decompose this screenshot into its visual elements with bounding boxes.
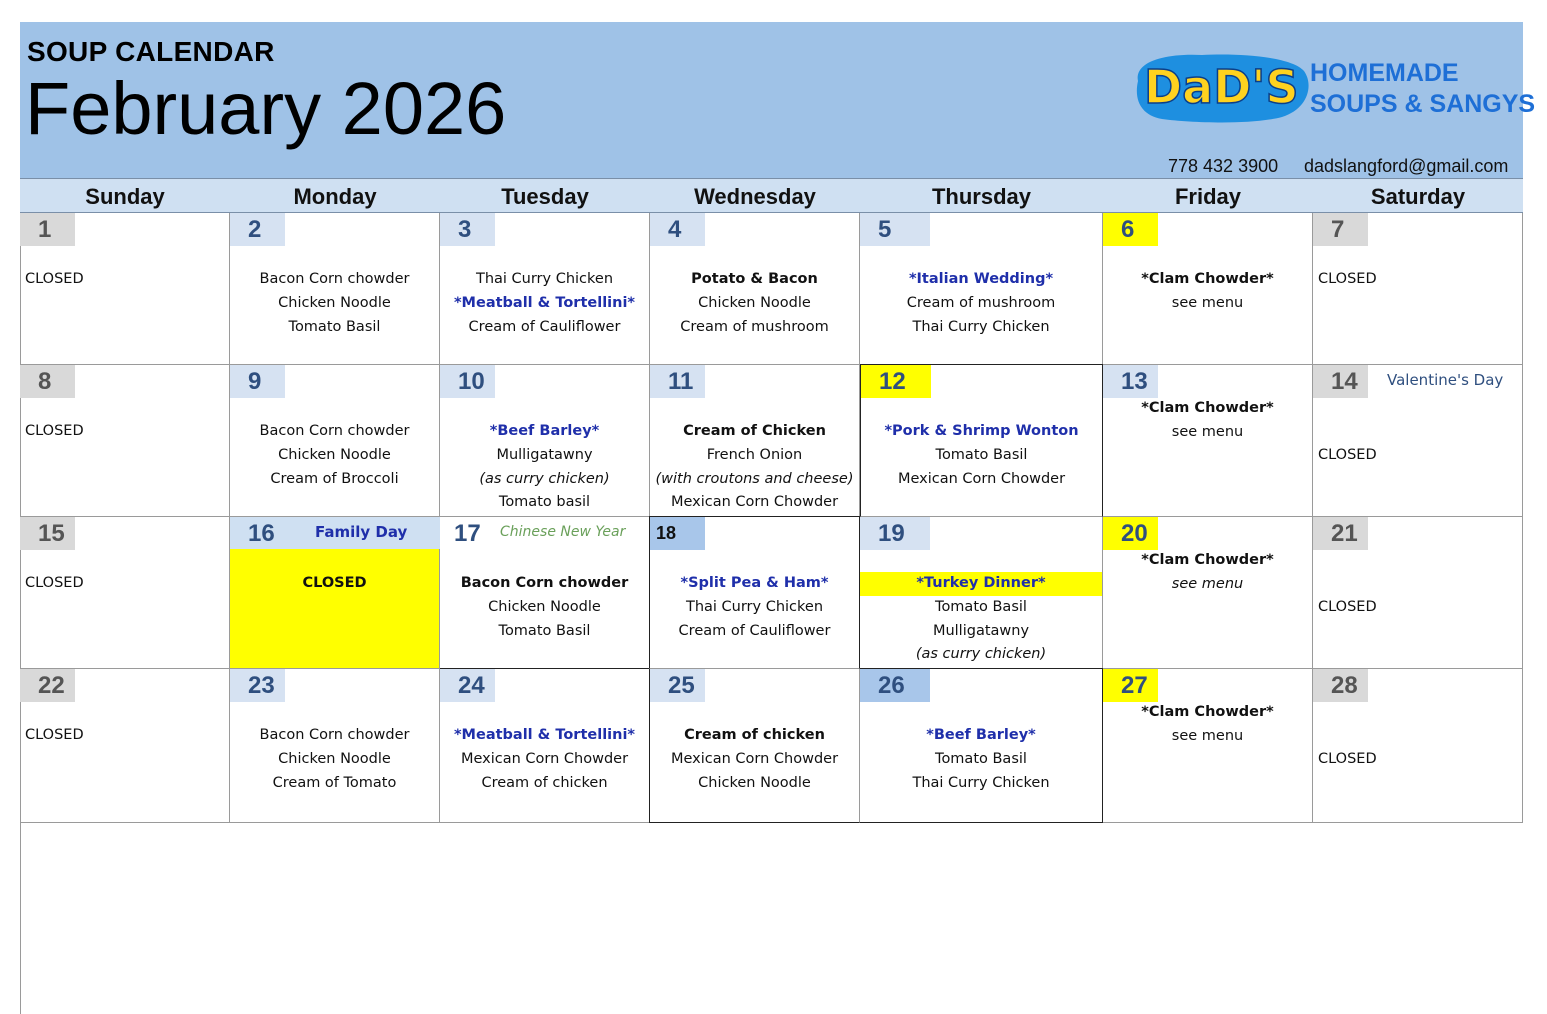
day-cell-26[interactable] [860,668,1103,823]
day-cell-6[interactable] [1103,213,1313,365]
day-cell-5[interactable] [860,213,1103,365]
email-address[interactable]: dadslangford@gmail.com [1304,156,1509,176]
soup-list [230,420,439,491]
special-soup: *Meatball & Tortellini* [453,294,636,311]
soup-item: Thai Curry Chicken [685,598,824,615]
soup-note: see menu [1171,423,1244,440]
soup-list [860,572,1102,667]
soup-list [861,420,1102,491]
soup-item: Mulligatawny [496,446,593,463]
day-cell-24[interactable] [440,668,650,823]
day-cell-17[interactable] [440,517,650,669]
closed-label: CLOSED [25,575,84,591]
soup-list [1103,701,1312,749]
special-soup: *Beef Barley* [489,423,600,439]
soup-note: see menu [1171,294,1244,311]
soup-item: Cream of chicken [481,774,608,791]
soup-item: Tomato basil [498,494,591,511]
soup-item: Chicken Noodle [278,750,391,767]
featured-soup: *Clam Chowder* [1141,704,1274,720]
weekday-saturday: Saturday [1370,184,1466,209]
day-number: 6 [1103,213,1158,246]
day-number: 9 [230,365,285,398]
weekday-header-row [20,178,1523,213]
day-number: 7 [1313,213,1368,246]
day-cell-21[interactable] [1313,517,1523,669]
closed-label: CLOSED [25,727,84,743]
closed-label: CLOSED [1318,271,1377,287]
soup-item: Thai Curry Chicken [475,271,614,287]
soup-list [1103,549,1312,597]
soup-item: Cream of Broccoli [270,470,399,487]
soup-list [230,268,439,339]
day-cell-10[interactable] [440,365,650,517]
soup-note: (as curry chicken) [479,470,610,487]
day-cell-20[interactable] [1103,517,1313,669]
soup-list [1103,268,1312,316]
featured-soup: *Clam Chowder* [1141,400,1274,416]
day-number: 26 [860,669,930,702]
soup-item: Tomato Basil [935,750,1027,767]
soup-item: French Onion [706,446,803,463]
soup-item: Cream of mushroom [680,318,829,335]
weekday-monday: Monday [293,184,377,209]
soup-item: Chicken Noodle [278,294,391,311]
soup-item: Bacon Corn chowder [259,727,410,743]
day-cell-11[interactable] [650,365,860,517]
soup-item: Chicken Noodle [698,294,811,311]
featured-soup: *Clam Chowder* [1141,271,1274,287]
day-cell-1[interactable] [20,213,230,365]
soup-item: Mexican Corn Chowder [670,750,839,767]
day-number: 11 [650,365,705,398]
dads-logo [1132,51,1536,125]
day-cell-19[interactable] [860,517,1103,669]
day-number: 25 [650,669,705,702]
soup-item: Mexican Corn Chowder [460,750,629,767]
day-cell-7[interactable] [1313,213,1523,365]
day-number: 1 [20,213,75,246]
day-cell-9[interactable] [230,365,440,517]
special-soup: *Italian Wedding* [908,271,1054,287]
soup-note: see menu [1171,575,1244,592]
logo-word: DaD'S [1144,60,1299,114]
closed-label: CLOSED [1318,599,1377,615]
day-number: 17 [454,520,481,547]
holiday-label: Family Day [315,523,408,541]
soup-item: Cream of Tomato [272,774,397,791]
soup-item: Chicken Noodle [278,446,391,463]
soup-item: Mexican Corn Chowder [897,470,1066,487]
soup-item: Bacon Corn chowder [259,271,410,287]
soup-item: Cream of Cauliflower [468,318,621,335]
calendar-label: SOUP CALENDAR [27,36,275,67]
calendar-grid [20,213,1523,823]
day-cell-16[interactable] [230,517,440,669]
special-soup: *Meatball & Tortellini* [453,727,636,743]
soup-item: Mulligatawny [932,622,1030,639]
calendar-banner [20,22,1536,178]
day-number: 4 [650,213,705,246]
logo-line2: SOUPS & SANGYS [1310,90,1536,118]
featured-soup: Cream of Chicken [683,423,826,439]
featured-soup: Potato & Bacon [691,271,818,287]
featured-soup: Bacon Corn chowder [460,575,629,591]
day-cell-27[interactable] [1103,669,1313,823]
closed-label: CLOSED [25,423,84,439]
weekday-friday: Friday [1174,184,1242,209]
weekday-tuesday: Tuesday [501,184,589,209]
day-cell-8[interactable] [20,365,230,517]
special-soup: *Split Pea & Ham* [680,575,829,591]
soup-note: (with croutons and cheese) [655,470,854,487]
holiday-label: Chinese New Year [500,524,626,540]
special-soup: *Beef Barley* [926,727,1036,743]
day-number: 3 [440,213,495,246]
day-number: 10 [440,365,495,398]
soup-item: Thai Curry Chicken [912,774,1050,791]
day-number: 2 [230,213,285,246]
day-cell-3[interactable] [440,213,650,365]
soup-note: see menu [1171,727,1244,744]
featured-soup: *Clam Chowder* [1141,552,1274,568]
day-number: 22 [20,669,75,702]
soup-item: Bacon Corn chowder [259,423,410,439]
day-cell-2[interactable] [230,213,440,365]
day-number: 15 [20,517,75,550]
holiday-label: Valentine's Day [1387,371,1504,389]
closed-label: CLOSED [1318,447,1377,463]
soup-list [650,268,859,339]
soup-item: Mexican Corn Chowder [670,494,839,511]
weekday-thursday: Thursday [931,184,1032,209]
soup-list [440,420,649,515]
day-number: 21 [1313,517,1368,550]
day-number: 13 [1103,365,1158,398]
day-number: 18 [650,517,705,550]
day-number: 20 [1103,517,1158,550]
day-number: 28 [1313,669,1368,702]
day-number: 8 [20,365,75,398]
soup-list [440,724,649,795]
logo-line1: HOMEMADE [1310,59,1459,87]
day-cell-15[interactable] [20,517,230,669]
soup-list [860,724,1102,795]
closed-label: CLOSED [1318,751,1377,767]
closed-label: CLOSED [302,575,367,591]
weekday-sunday: Sunday [85,184,165,209]
soup-list [230,724,439,795]
soup-item: Chicken Noodle [488,598,601,615]
day-number: 27 [1103,669,1158,702]
soup-list [440,268,649,339]
soup-list [860,268,1102,339]
day-cell-22[interactable] [20,669,230,823]
soup-item: Thai Curry Chicken [912,318,1050,335]
day-number: 12 [861,365,931,398]
weekday-wednesday: Wednesday [694,184,816,209]
month-title: February 2026 [25,67,507,150]
soup-item: Tomato Basil [288,318,381,335]
soup-item: Tomato Basil [935,446,1028,463]
day-number: 16 [230,517,440,549]
day-cell-13[interactable] [1103,365,1313,517]
day-cell-4[interactable] [650,213,860,365]
special-soup: *Turkey Dinner* [860,572,1102,596]
soup-item: Cream of mushroom [906,294,1056,311]
special-soup: *Pork & Shrimp Wonton [884,423,1079,439]
soup-note: (as curry chicken) [915,646,1047,663]
soup-calendar [20,22,1536,823]
phone-number: 778 432 3900 [1168,156,1279,176]
soup-list [650,724,859,795]
day-number: 23 [230,669,285,702]
soup-list [650,420,859,515]
soup-item: Chicken Noodle [698,774,811,791]
day-number: 19 [860,517,930,550]
soup-list [440,572,649,643]
day-cell-14[interactable] [1313,365,1523,517]
day-number: 5 [860,213,930,246]
day-cell-25[interactable] [649,669,860,823]
soup-list [650,572,859,643]
soup-item: Tomato Basil [498,622,591,639]
day-number: 14 [1313,365,1368,398]
day-cell-12[interactable] [860,364,1103,517]
featured-soup: Cream of chicken [684,727,825,743]
closed-label: CLOSED [25,271,84,287]
day-cell-28[interactable] [1313,669,1523,823]
day-number: 24 [440,669,495,702]
soup-list [1103,397,1312,445]
day-cell-18[interactable] [649,516,860,669]
soup-item: Tomato Basil [935,598,1027,615]
soup-item: Cream of Cauliflower [678,622,831,639]
day-cell-23[interactable] [230,669,440,823]
